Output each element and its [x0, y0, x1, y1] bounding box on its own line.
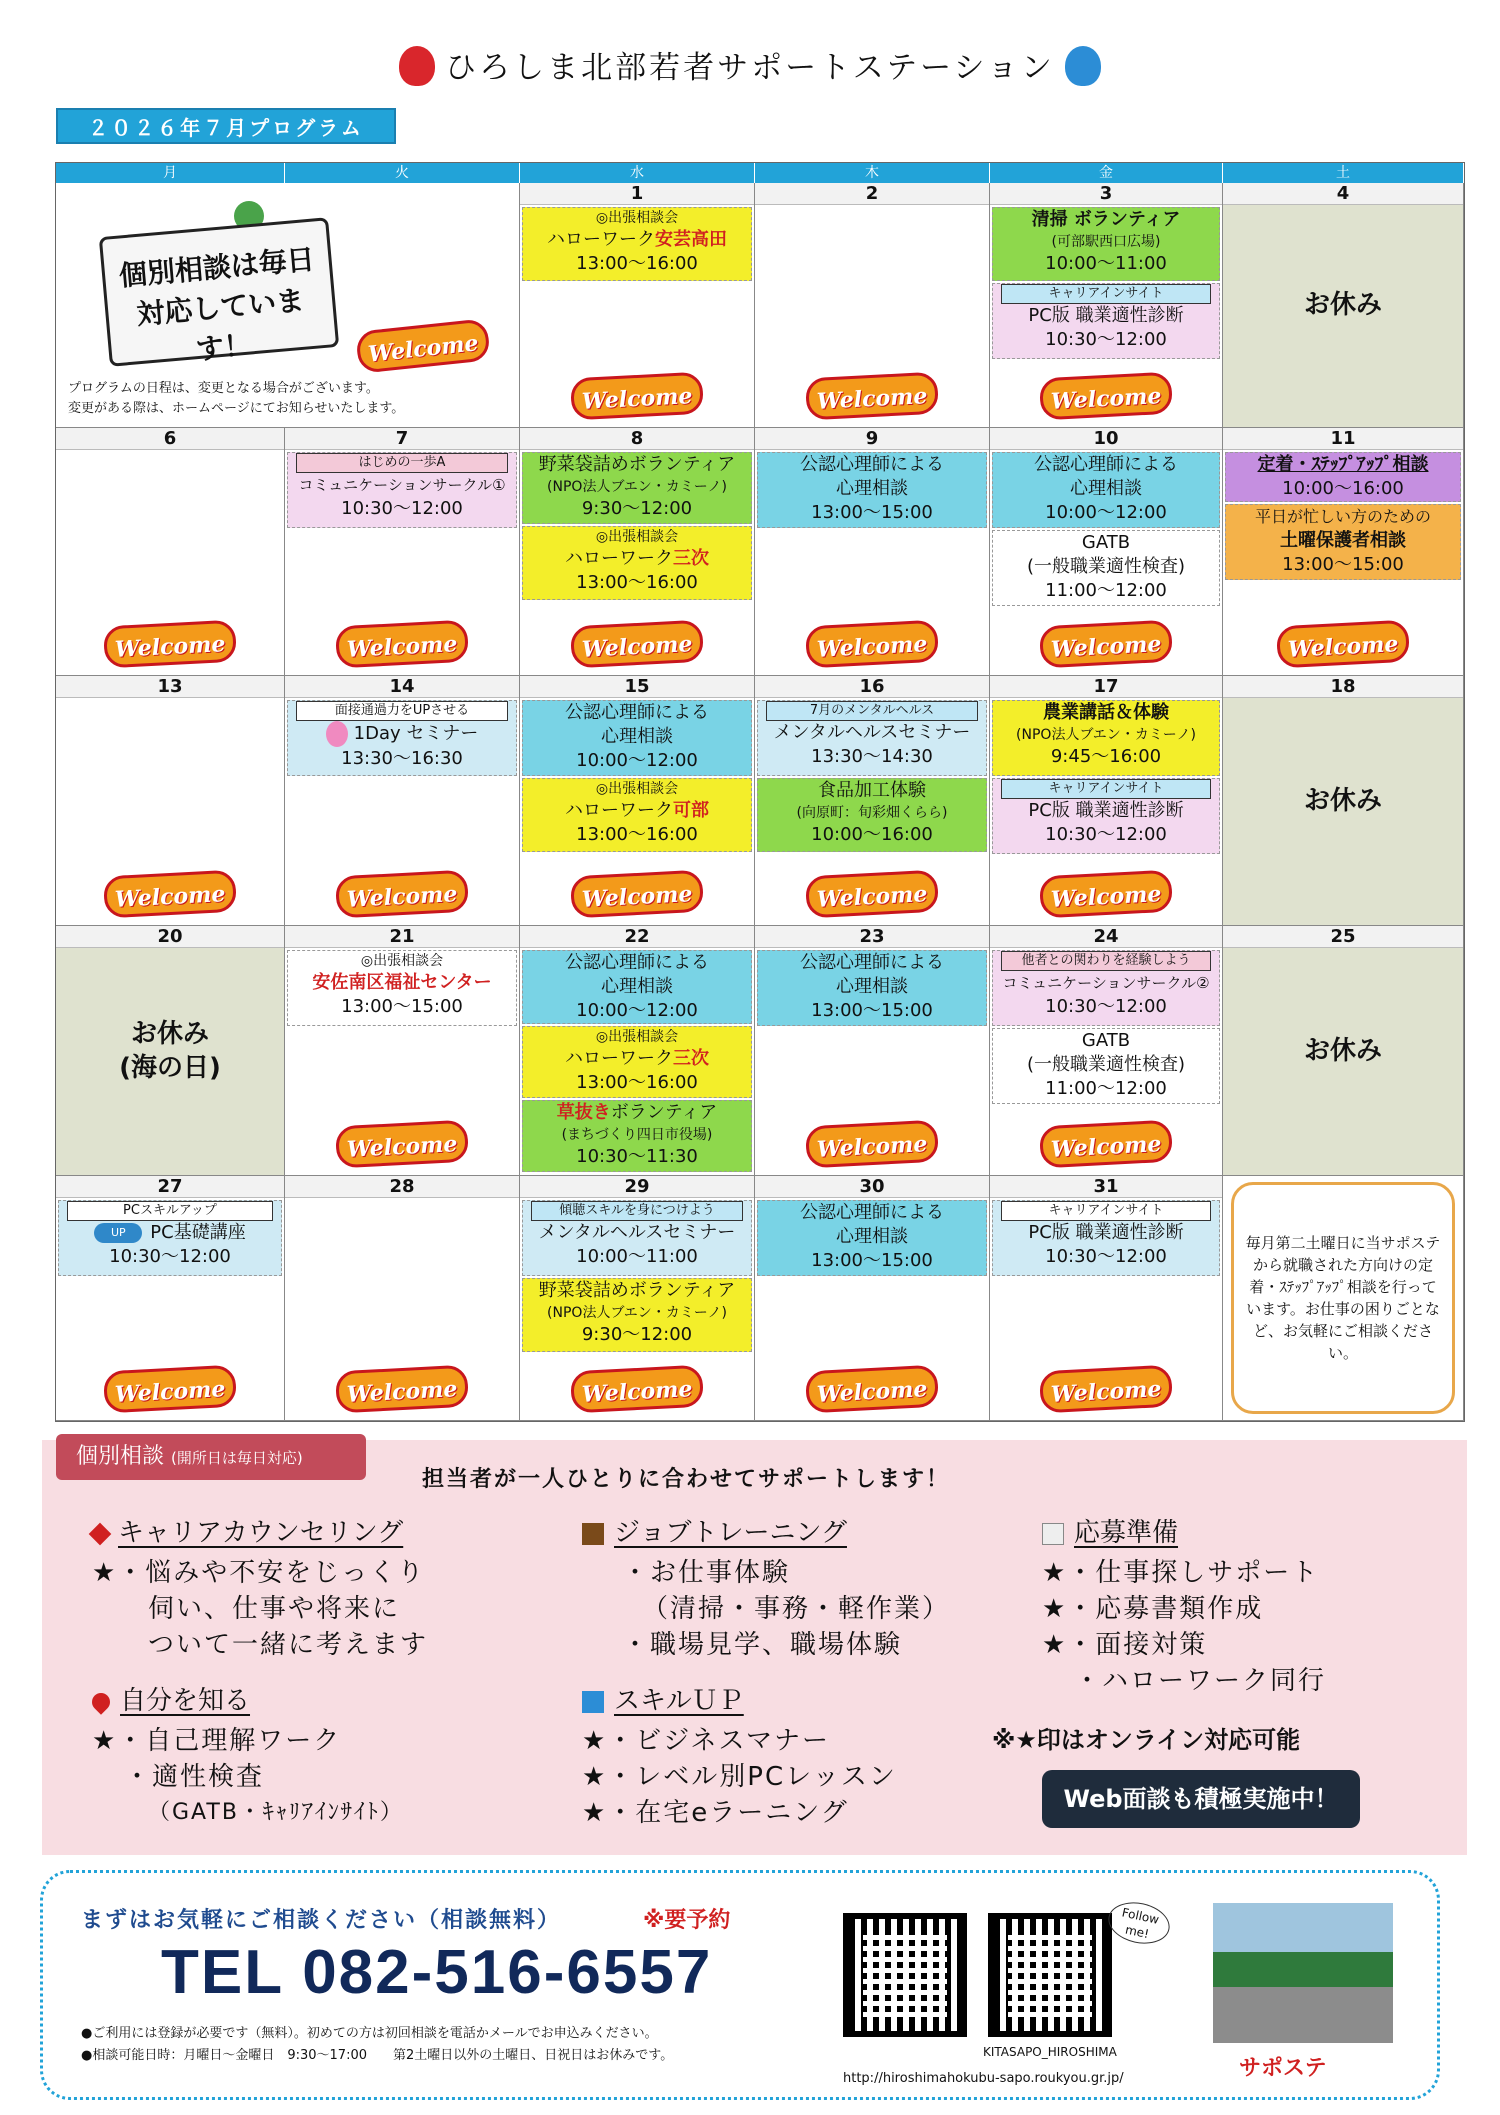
event-text: 草抜き	[556, 1102, 611, 1123]
weekday-wed: 水	[520, 163, 755, 183]
event-title: PC版 職業適性診断	[1028, 1222, 1184, 1243]
day-number: 8	[520, 428, 754, 450]
footer-note: ●ご利用には登録が必要です（無料）。初めての方は初回相談を電話かメールでお申込みください。	[81, 2026, 658, 2041]
day-cell	[755, 183, 990, 428]
event-time: 11:00～12:00	[1045, 1078, 1167, 1099]
event-place: 三次	[673, 548, 709, 569]
event-label: 公認心理師による	[800, 952, 944, 973]
category-item: ★・自己理解ワーク	[92, 1726, 342, 1756]
event-communication-circle	[287, 452, 517, 528]
category-item: （清掃・事務・軽作業）	[642, 1594, 951, 1624]
event-label: 面接通過力をUPさせる	[296, 701, 508, 721]
notice-line: プログラムの日程は、変更となる場合がございます。	[68, 381, 379, 396]
day-number: 15	[520, 676, 754, 698]
category-title-text: 応募準備	[1074, 1518, 1179, 1548]
footer-note: ●相談可能日時：月曜日～金曜日 9:30～17:00 第2土曜日以外の土曜日、日祝日はお休みです。	[81, 2048, 674, 2063]
event-time: 10:00～12:00	[576, 1000, 698, 1021]
category-item: ・お仕事体験	[622, 1558, 791, 1588]
event-time: 10:00～16:00	[811, 824, 933, 845]
page-title	[0, 42, 1500, 90]
event-time: 13:00～16:00	[576, 572, 698, 593]
event-time: 13:00～15:00	[811, 1000, 933, 1021]
category-title	[92, 1512, 428, 1549]
event-time: 9:30～12:00	[581, 498, 693, 519]
event-hellowork	[522, 1026, 752, 1098]
event-time: 10:00～16:00	[1282, 478, 1404, 499]
event-title: 定着・ｽﾃｯﾌﾟｱｯﾌﾟ相談	[1257, 454, 1429, 475]
welcome-stamp: Welcome	[1039, 372, 1173, 421]
event-text: ハローワーク	[547, 229, 655, 250]
welcome-stamp: Welcome	[805, 1365, 939, 1414]
event-place: 安佐南区福祉センター	[312, 972, 492, 993]
category-career	[92, 1512, 428, 1663]
event-title	[523, 228, 751, 252]
event-hellowork	[522, 526, 752, 600]
welcome-stamp: Welcome	[335, 1365, 469, 1414]
step-up-info: 毎月第二土曜日に当サポステから就職された方向けの定着・ｽﾃｯﾌﾟｱｯﾌﾟ相談を行っています。お仕事の困りごとなど、お気軽にご相談ください。	[1231, 1182, 1455, 1414]
event-time: 10:00～11:00	[576, 1246, 698, 1267]
consult-section	[42, 1440, 1467, 1855]
event-vegetable-volunteer	[522, 1278, 752, 1352]
event-title	[523, 1101, 751, 1125]
event-time: 10:00～12:00	[576, 750, 698, 771]
consult-lead: 担当者が一人ひとりに合わせてサポートします！	[422, 1467, 951, 1492]
category-title-text: キャリアカウンセリング	[118, 1518, 404, 1548]
saposute-logo: サポステ	[1239, 2056, 1327, 2081]
event-food-processing	[757, 778, 987, 852]
event-mental-seminar	[522, 1200, 752, 1276]
welcome-stamp: Welcome	[805, 372, 939, 421]
day-cell	[285, 926, 520, 1176]
event-label: PCスキルアップ	[67, 1201, 273, 1221]
event-label: 平日が忙しい方のための	[1254, 507, 1431, 526]
contact-footer	[40, 1870, 1440, 2100]
closed-text: お休み	[130, 1018, 209, 1049]
category-item: ・ハローワーク同行	[1074, 1666, 1327, 1696]
event-time: 13:00～15:00	[811, 1250, 933, 1271]
consult-tag-text: 個別相談	[76, 1444, 165, 1469]
website-url[interactable]: http://hiroshimahokubu-sapo.roukyou.gr.jp/	[843, 2071, 1124, 2086]
event-time: 10:30～12:00	[1045, 996, 1167, 1017]
event-label: キャリアインサイト	[1001, 1201, 1211, 1221]
day-number: 16	[755, 676, 989, 698]
consult-tag-sub: (開所日は毎日対応)	[171, 1449, 303, 1467]
event-title: メンタルヘルスセミナー	[538, 1222, 736, 1243]
event-title: GATB	[1081, 532, 1131, 553]
event-agriculture	[992, 700, 1220, 776]
welcome-stamp: Welcome	[103, 620, 237, 669]
event-label: 公認心理師による	[565, 702, 709, 723]
day-cell-closed	[1223, 676, 1464, 926]
welcome-stamp: Welcome	[335, 620, 469, 669]
category-item: ★・在宅eラーニング	[582, 1798, 849, 1828]
day-number: 29	[520, 1176, 754, 1198]
event-title: 清掃 ボランティア	[1031, 209, 1181, 230]
program-month-tab: ２０２６年７月プログラム	[56, 108, 396, 144]
welcome-stamp: Welcome	[570, 372, 704, 421]
event-time: 10:00～11:00	[1045, 253, 1167, 274]
event-title: 心理相談	[1070, 478, 1142, 499]
footer-notes	[81, 2023, 673, 2067]
closed-label: お休み	[1303, 785, 1382, 816]
event-place: (NPO法人ブエン・カミーノ)	[1016, 727, 1196, 743]
category-item: ・適性検査	[124, 1762, 265, 1792]
event-time: 10:30～12:00	[1045, 1246, 1167, 1267]
event-label: 7月のメンタルヘルス	[766, 701, 978, 721]
event-label: ◎出張相談会	[595, 781, 679, 797]
category-item: ★・応募書類作成	[1042, 1594, 1264, 1624]
weekday-tue: 火	[285, 163, 520, 183]
event-psych-consult	[757, 452, 987, 528]
event-title: 心理相談	[601, 976, 673, 997]
briefcase-icon	[582, 1523, 604, 1545]
category-item: ★・レベル別PCレッスン	[582, 1762, 897, 1792]
day-number: 23	[755, 926, 989, 948]
event-gatb	[992, 1028, 1220, 1104]
event-time: 13:00～16:00	[576, 253, 698, 274]
day-number: 18	[1223, 676, 1463, 698]
welcome-stamp: Welcome	[805, 1120, 939, 1169]
event-text: ハローワーク	[565, 1048, 673, 1069]
event-label: 公認心理師による	[800, 1202, 944, 1223]
welcome-stamp: Welcome	[1039, 620, 1173, 669]
category-apply-prep	[1042, 1512, 1326, 1699]
event-mental-seminar	[757, 700, 987, 776]
category-item: ★・仕事探しサポート	[1042, 1558, 1320, 1588]
weekday-thu: 木	[755, 163, 990, 183]
welcome-stamp: Welcome	[103, 870, 237, 919]
category-title	[1042, 1512, 1326, 1549]
event-career-insight	[992, 283, 1220, 359]
category-title-text: ジョブトレーニング	[614, 1518, 847, 1548]
day-cell	[520, 676, 755, 926]
day-number: 13	[56, 676, 284, 698]
day-cell	[755, 1176, 990, 1421]
day-cell-closed	[56, 926, 285, 1176]
event-title: GATB	[1081, 1030, 1131, 1051]
day-number: 14	[285, 676, 519, 698]
category-item: 伺い、仕事や将来に	[148, 1594, 401, 1624]
day-number: 3	[990, 183, 1222, 205]
day-number: 6	[56, 428, 284, 450]
event-title: 野菜袋詰めボランティア	[538, 1280, 736, 1301]
event-title: メンタルヘルスセミナー	[773, 722, 971, 743]
category-skill-up	[582, 1680, 897, 1831]
event-time: 9:45～16:00	[1050, 746, 1162, 767]
welcome-stamp: Welcome	[1276, 620, 1410, 669]
event-label: 傾聴スキルを身につけよう	[531, 1201, 743, 1221]
phone-number[interactable]: TEL 082-516-6557	[161, 1938, 713, 2007]
event-subtitle: (一般職業適性検査)	[1026, 556, 1186, 577]
day-cell	[520, 926, 755, 1176]
event-parent-consult	[1225, 504, 1461, 580]
event-text: ハローワーク	[565, 548, 673, 569]
event-label: はじめの一歩A	[296, 453, 508, 473]
event-text: PC基礎講座	[150, 1222, 246, 1243]
event-place: 三次	[673, 1048, 709, 1069]
event-time: 13:00～16:00	[576, 1072, 698, 1093]
day-number: 11	[1223, 428, 1463, 450]
welcome-stamp: Welcome	[805, 620, 939, 669]
day-number: 2	[755, 183, 989, 205]
event-time: 13:00～15:00	[811, 502, 933, 523]
day-cell	[56, 1176, 285, 1421]
welcome-stamp: Welcome	[570, 620, 704, 669]
event-place: (可部駅西口広場)	[1051, 234, 1161, 250]
closed-label: お休み	[1303, 1035, 1382, 1066]
heart-icon	[88, 1689, 113, 1714]
day-cell-closed	[1223, 926, 1464, 1176]
welcome-stamp: Welcome	[805, 870, 939, 919]
daily-consult-sign: 個別相談は毎日対応しています！	[99, 217, 339, 367]
event-title	[523, 799, 751, 823]
category-title	[582, 1512, 950, 1549]
welcome-stamp: Welcome	[1039, 1120, 1173, 1169]
day-number: 21	[285, 926, 519, 948]
event-label: ◎出張相談会	[595, 529, 679, 545]
event-title: 農業講話＆体験	[1043, 702, 1169, 723]
up-badge-icon: UP	[94, 1223, 142, 1243]
event-time: 10:30～12:00	[1045, 329, 1167, 350]
category-item: ★・悩みや不安をじっくり	[92, 1558, 426, 1588]
event-place: 安芸高田	[655, 229, 727, 250]
event-communication-circle	[992, 950, 1220, 1026]
event-label: 公認心理師による	[1034, 454, 1178, 475]
day-cell	[285, 676, 520, 926]
category-title-text: スキルＵＰ	[614, 1686, 744, 1716]
document-icon	[1042, 1523, 1064, 1545]
event-place: (向原町：旬彩畑くらら)	[796, 805, 948, 821]
day-cell	[990, 183, 1223, 428]
event-title: 心理相談	[836, 976, 908, 997]
event-vegetable-volunteer	[522, 452, 752, 524]
event-title	[59, 1221, 281, 1245]
title-text: ひろしま北部若者サポートステーション	[445, 50, 1055, 86]
day-number: 7	[285, 428, 519, 450]
event-gatb	[992, 530, 1220, 606]
day-cell	[990, 926, 1223, 1176]
event-place: (NPO法人ブエン・カミーノ)	[547, 479, 727, 495]
event-label: 公認心理師による	[565, 952, 709, 973]
day-cell	[520, 1176, 755, 1421]
instagram-handle: KITASAPO_HIROSHIMA	[983, 2045, 1117, 2059]
category-title-text: 自分を知る	[120, 1686, 251, 1716]
website-qr-icon[interactable]	[843, 1913, 967, 2037]
event-label: キャリアインサイト	[1001, 779, 1211, 799]
category-item: （GATB・ｷｬﾘｱｲﾝｻｲﾄ）	[148, 1800, 404, 1825]
category-title	[582, 1680, 897, 1717]
event-time: 10:30～12:00	[341, 498, 463, 519]
day-cell	[755, 676, 990, 926]
welcome-stamp: Welcome	[570, 870, 704, 919]
instagram-qr-icon[interactable]	[988, 1913, 1112, 2037]
day-cell	[285, 1176, 520, 1421]
day-cell	[755, 926, 990, 1176]
event-label: ◎出張相談会	[360, 953, 444, 969]
category-item: ついて一緒に考えます	[148, 1630, 429, 1660]
contact-lead: まずはお気軽にご相談ください（相談無料）	[81, 1908, 562, 1933]
event-title: 野菜袋詰めボランティア	[538, 454, 736, 475]
event-title	[288, 721, 516, 747]
closed-holiday-label	[56, 926, 284, 1175]
day-number: 20	[56, 926, 284, 948]
event-time: 13:30～16:30	[341, 748, 463, 769]
weekday-mon: 月	[56, 163, 285, 183]
welcome-stamp: Welcome	[355, 318, 491, 374]
welcome-stamp: Welcome	[335, 870, 469, 919]
event-subtitle: (一般職業適性検査)	[1026, 1054, 1186, 1075]
day-number: 9	[755, 428, 989, 450]
event-time: 10:30～12:00	[109, 1246, 231, 1267]
event-time: 10:30～11:30	[576, 1146, 698, 1167]
category-self-knowledge	[92, 1680, 404, 1831]
day-number: 30	[755, 1176, 989, 1198]
welcome-stamp: Welcome	[570, 1365, 704, 1414]
event-time: 13:00～15:00	[341, 996, 463, 1017]
event-label: 他者との関わりを経験しよう	[1001, 951, 1211, 971]
day-number: 10	[990, 428, 1222, 450]
category-item: ★・ビジネスマナー	[582, 1726, 831, 1756]
welcome-stamp: Welcome	[335, 1120, 469, 1169]
welcome-stamp: Welcome	[1039, 1365, 1173, 1414]
event-time: 9:30～12:00	[581, 1324, 693, 1345]
day-cell	[56, 676, 285, 926]
day-cell	[990, 676, 1223, 926]
category-title	[92, 1680, 404, 1717]
schedule-notice	[68, 379, 404, 419]
event-label: ◎出張相談会	[595, 210, 679, 226]
info-cell	[1223, 1176, 1464, 1421]
weekday-fri: 金	[990, 163, 1223, 183]
category-job-training	[582, 1512, 950, 1663]
event-title: 土曜保護者相談	[1280, 530, 1406, 551]
welcome-stamp: Welcome	[103, 1365, 237, 1414]
day-cell	[990, 428, 1223, 676]
balloon-icon	[326, 721, 348, 747]
event-psych-consult	[992, 452, 1220, 528]
event-time: 13:30～14:30	[811, 746, 933, 767]
event-title	[523, 1047, 751, 1071]
event-step-up-consult	[1225, 452, 1461, 502]
mascot-red-icon	[399, 46, 435, 86]
notice-line: 変更がある際は、ホームページにてお知らせいたします。	[68, 401, 405, 416]
day-number: 25	[1223, 926, 1463, 948]
day-number: 28	[285, 1176, 519, 1198]
event-weeding-volunteer	[522, 1100, 752, 1172]
event-label: 公認心理師による	[800, 454, 944, 475]
event-time: 13:00～15:00	[1282, 554, 1404, 575]
event-time: 10:00～12:00	[1045, 502, 1167, 523]
day-cell-closed	[1223, 183, 1464, 428]
online-note: ※★印はオンライン対応可能	[992, 1726, 1301, 1754]
day-number: 22	[520, 926, 754, 948]
welcome-stamp: Welcome	[1039, 870, 1173, 919]
day-number: 17	[990, 676, 1222, 698]
category-item: ★・面接対策	[1042, 1630, 1208, 1660]
category-item: ・職場見学、職場体験	[622, 1630, 903, 1660]
event-psych-consult	[757, 1200, 987, 1276]
event-time: 10:30～12:00	[1045, 824, 1167, 845]
mascot-blue-icon	[1065, 46, 1101, 86]
day-number: 24	[990, 926, 1222, 948]
day-number: 31	[990, 1176, 1222, 1198]
event-cleaning	[992, 207, 1220, 281]
day-number: 27	[56, 1176, 284, 1198]
event-psych-consult	[522, 950, 752, 1024]
day-number: 1	[520, 183, 754, 205]
event-title: コミュニケーションサークル②	[1002, 974, 1210, 992]
day-cell	[285, 428, 520, 676]
day-cell	[56, 428, 285, 676]
event-oneday-seminar	[287, 700, 517, 776]
event-hellowork	[522, 207, 752, 281]
event-career-insight	[992, 1200, 1220, 1276]
diamond-icon	[89, 1522, 112, 1545]
event-hellowork	[522, 778, 752, 852]
event-label: キャリアインサイト	[1001, 284, 1211, 304]
day-cell	[755, 428, 990, 676]
follow-me-bubble: Follow me!	[1105, 1897, 1174, 1949]
office-photo	[1213, 1903, 1393, 2043]
event-place: 可部	[673, 800, 709, 821]
event-title: PC版 職業適性診断	[1028, 800, 1184, 821]
weekday-sat: 土	[1223, 163, 1464, 183]
event-title	[523, 547, 751, 571]
day-cell	[1223, 428, 1464, 676]
event-text: 1Day セミナー	[353, 723, 479, 744]
event-career-insight	[992, 778, 1220, 854]
event-title: 心理相談	[836, 1226, 908, 1247]
event-title: 食品加工体験	[818, 780, 926, 801]
consult-tag	[56, 1434, 366, 1480]
event-text: ボランティア	[610, 1102, 718, 1123]
event-pc-basics	[58, 1200, 282, 1276]
day-number: 4	[1223, 183, 1463, 205]
event-time: 11:00～12:00	[1045, 580, 1167, 601]
holiday-name: (海の日)	[119, 1052, 221, 1083]
web-interview-button[interactable]: Web面談も積極実施中！	[1042, 1770, 1360, 1828]
event-place: (まちづくり四日市役場)	[561, 1127, 713, 1143]
event-label: ◎出張相談会	[595, 1029, 679, 1045]
event-title: 心理相談	[601, 726, 673, 747]
event-psych-consult	[757, 950, 987, 1026]
event-title: 心理相談	[836, 478, 908, 499]
reservation-note: ※要予約	[643, 1908, 731, 1933]
intro-cell	[56, 183, 520, 428]
event-title: コミュニケーションサークル①	[298, 476, 506, 494]
event-psych-consult	[522, 700, 752, 776]
calendar	[55, 162, 1465, 1422]
event-place: (NPO法人ブエン・カミーノ)	[547, 1305, 727, 1321]
day-cell	[520, 428, 755, 676]
event-time: 13:00～16:00	[576, 824, 698, 845]
closed-label: お休み	[1303, 290, 1382, 320]
event-asaminami-consult	[287, 950, 517, 1026]
day-cell	[990, 1176, 1223, 1421]
event-title: PC版 職業適性診断	[1028, 305, 1184, 326]
computer-icon	[582, 1691, 604, 1713]
day-cell	[520, 183, 755, 428]
event-text: ハローワーク	[565, 800, 673, 821]
